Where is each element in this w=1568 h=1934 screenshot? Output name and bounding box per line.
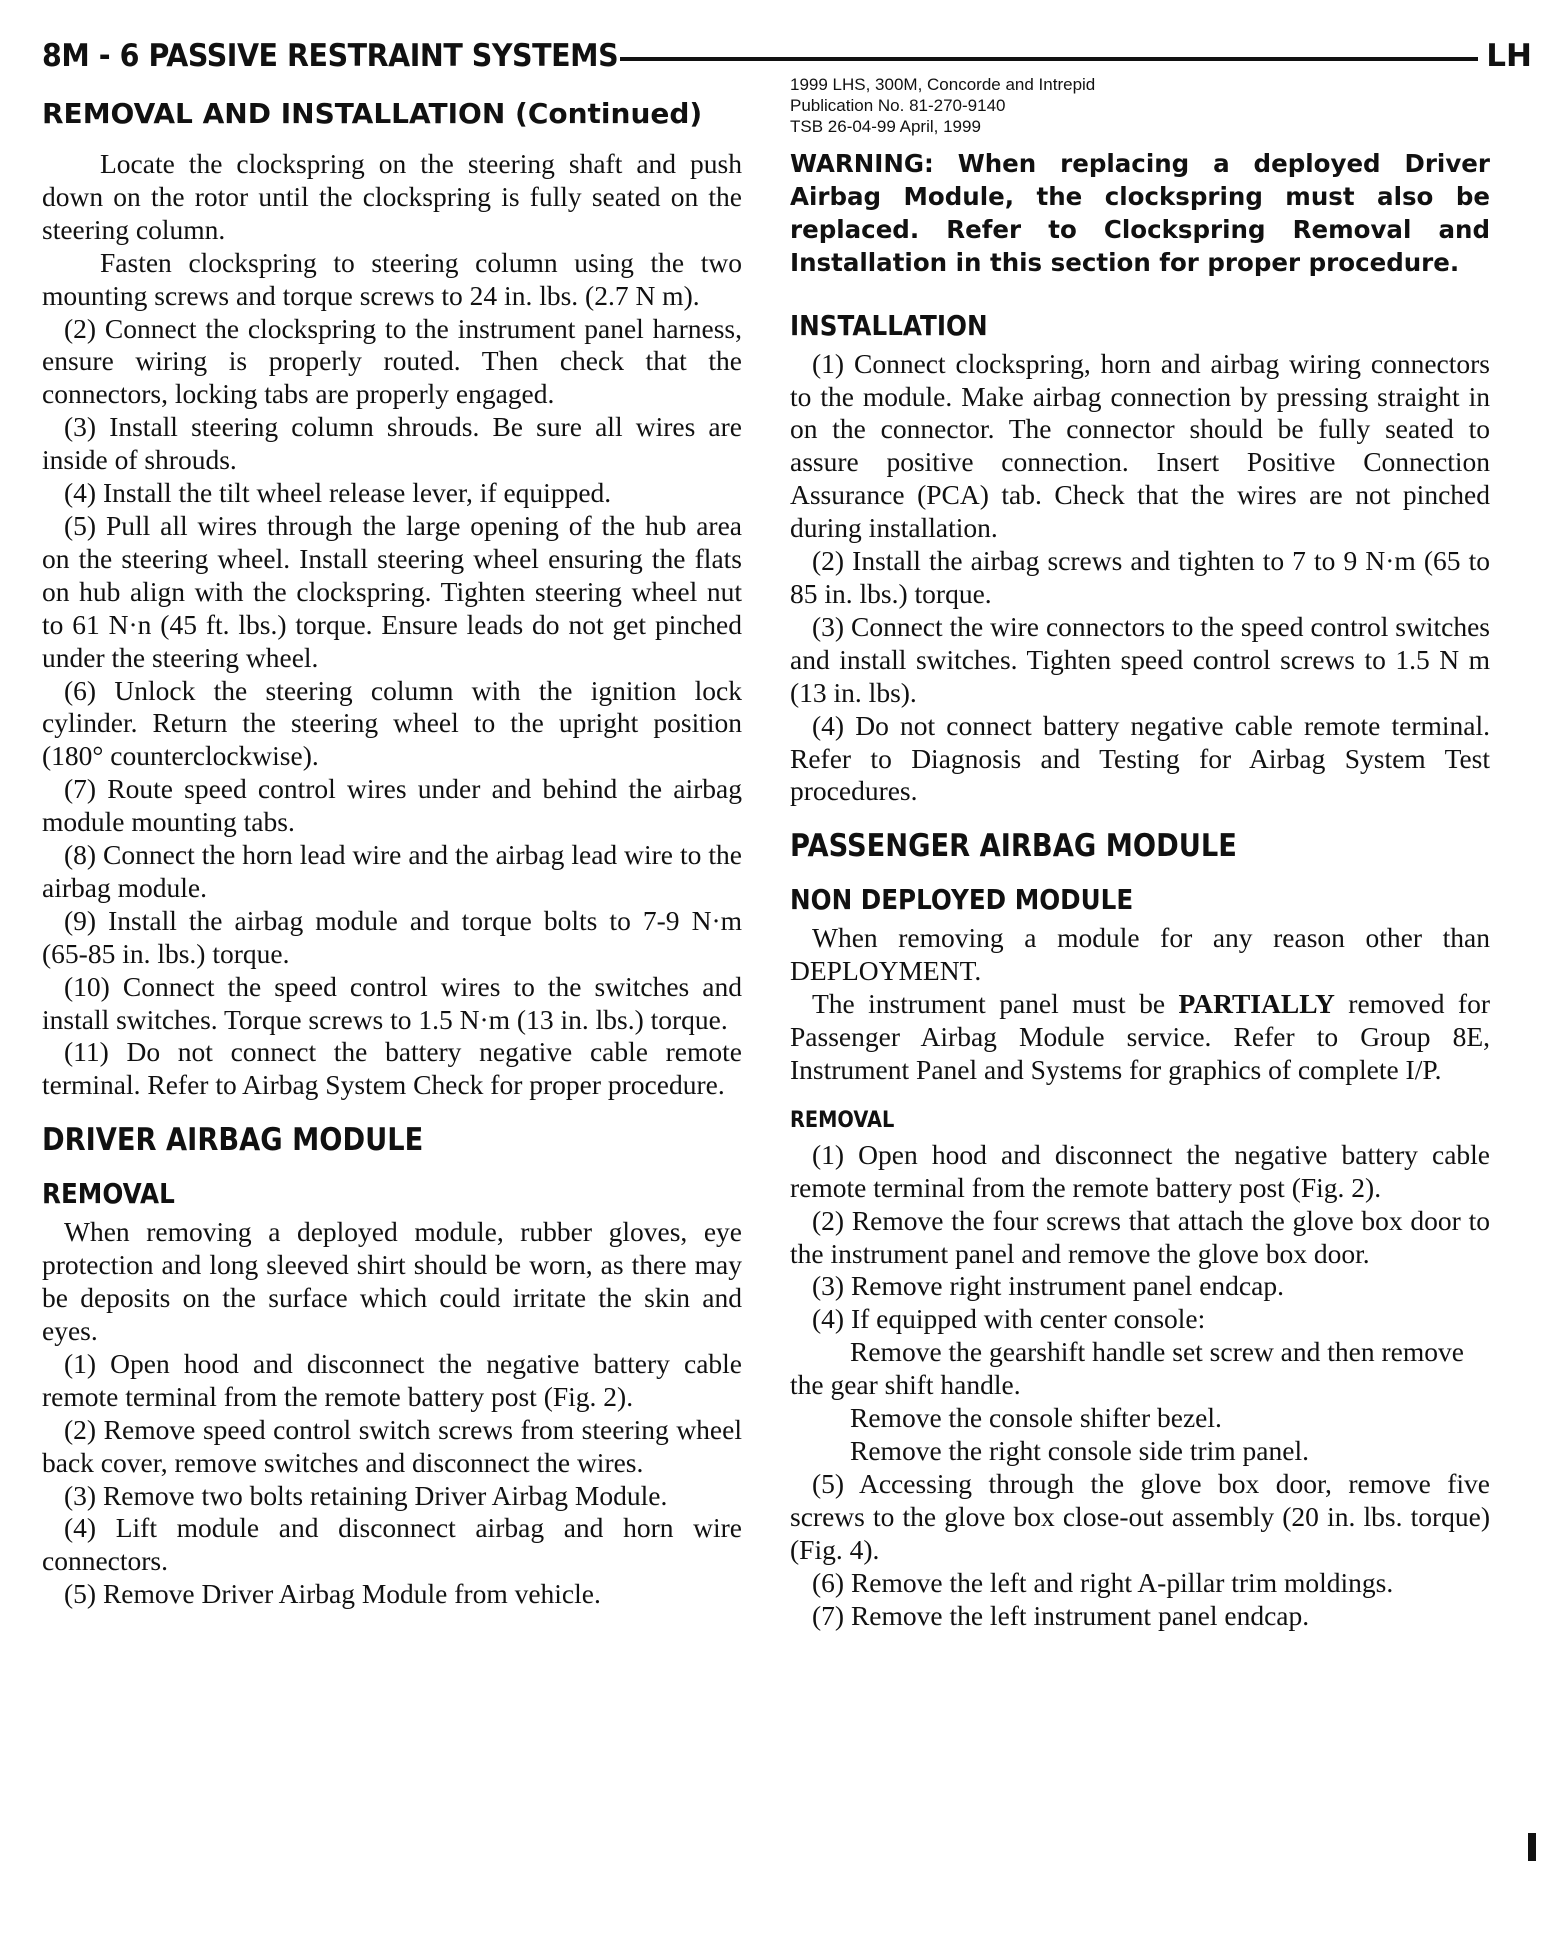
paragraph: Fasten clockspring to steering column using the two mounting screws and torque screws to 24 in. lbs. (2.7 N m).	[42, 246, 742, 311]
warning-text: WARNING: When replacing a deployed Driver Airbag Module, the clockspring must also be replaced. Refer to Clockspring Removal and Installation in this section for proper procedure.	[790, 149, 1490, 277]
paragraph: (1) Connect clockspring, horn and airbag wiring connectors to the module. Make airbag connection by pressing straight in on the connector. The connector should be fully seated to assure positive connection. Insert Positive Connection Assurance (PCA) tab. Check that the wires are not pinched during installation.	[790, 347, 1490, 544]
header-rule	[620, 57, 1478, 61]
paragraph: (2) Remove the four screws that attach the glove box door to the instrument panel and remove the glove box door.	[790, 1204, 1490, 1269]
installation-heading: INSTALLATION	[790, 308, 988, 342]
publication-info	[790, 74, 1095, 137]
paragraph	[790, 988, 1490, 1087]
sub-step: Remove the console shifter bezel.	[850, 1402, 1222, 1434]
paragraph: (10) Connect the speed control wires to the switches and install switches. Torque screws to 1.5 N·m (13 in. lbs.) torque.	[42, 970, 742, 1035]
paragraph: (5) Accessing through the glove box door, remove five screws to the glove box close-out assembly (20 in. lbs. torque) (Fig. 4).	[790, 1467, 1490, 1565]
paragraph: (5) Pull all wires through the large opening of the hub area on the steering wheel. Install steering wheel ensuring the flats on hub align with the clockspring. Tighten steering wheel nut to 61 N·n (45 ft. lbs.) torque. Ensure leads do not get pinched under the steering wheel.	[42, 509, 742, 673]
page-header-title: 8M - 6 PASSIVE RESTRAINT SYSTEMS	[42, 38, 619, 74]
passenger-airbag-heading: PASSENGER AIRBAG MODULE	[790, 828, 1237, 865]
paragraph: When removing a module for any reason other than DEPLOYMENT.	[790, 922, 1490, 987]
paragraph: (7) Route speed control wires under and behind the airbag module mounting tabs.	[42, 773, 742, 838]
paragraph: (4) Lift module and disconnect airbag and horn wire connectors.	[42, 1512, 742, 1577]
removal-heading: REMOVAL	[790, 1107, 895, 1133]
paragraph: (7) Remove the left instrument panel endcap.	[812, 1599, 1310, 1631]
paragraph: (4) If equipped with center console:	[812, 1303, 1206, 1335]
paragraph: (8) Connect the horn lead wire and the airbag lead wire to the airbag module.	[42, 839, 742, 903]
paragraph: (4) Do not connect battery negative cable remote terminal. Refer to Diagnosis and Testing for Airbag System Test procedures.	[790, 709, 1490, 807]
paragraph: (3) Connect the wire connectors to the speed control switches and install switches. Tighten speed control screws to 1.5 N m (13 in. lbs).	[790, 610, 1490, 708]
left-column	[42, 94, 742, 1611]
driver-airbag-heading: DRIVER AIRBAG MODULE	[42, 1122, 424, 1159]
paragraph: (9) Install the airbag module and torque bolts to 7-9 N·m (65-85 in. lbs.) torque.	[42, 904, 742, 969]
paragraph: (2) Install the airbag screws and tighten to 7 to 9 N·m (65 to 85 in. lbs.) torque.	[790, 545, 1490, 609]
sub-step: Remove the right console side trim panel.	[850, 1435, 1309, 1466]
continuation-marker	[1528, 1833, 1536, 1861]
paragraph: (1) Open hood and disconnect the negative battery cable remote terminal from the remote battery post (Fig. 2).	[42, 1347, 742, 1412]
pub-line: 1999 LHS, 300M, Concorde and Intrepid	[790, 75, 1096, 94]
paragraph: (2) Connect the clockspring to the instrument panel harness, ensure wiring is properly routed. Then check that the connectors, locking tabs are properly engaged.	[42, 312, 742, 410]
removal-heading: REMOVAL	[42, 1177, 175, 1211]
paragraph: (4) Install the tilt wheel release lever, if equipped.	[64, 477, 612, 509]
text-run: removed for Passenger Airbag Module service. Refer to Group 8E, Instrument Panel and Systems for graphics of complete I/P.	[790, 988, 1490, 1085]
paragraph: When removing a deployed module, rubber gloves, eye protection and long sleeved shirt should be worn, as there may be deposits on the surface which could irritate the skin and eyes.	[42, 1216, 742, 1346]
emphasis-text: PARTIALLY	[1178, 988, 1335, 1020]
paragraph: (3) Remove right instrument panel endcap.	[812, 1270, 1284, 1302]
paragraph: (3) Install steering column shrouds. Be sure all wires are inside of shrouds.	[42, 411, 742, 476]
section-title: REMOVAL AND INSTALLATION (Continued)	[42, 97, 703, 130]
sub-step: Remove the gearshift handle set screw and then remove the gear shift handle.	[790, 1336, 1464, 1401]
paragraph: (3) Remove two bolts retaining Driver Airbag Module.	[64, 1479, 668, 1511]
pub-line: TSB 26-04-99 April, 1999	[790, 117, 981, 136]
paragraph: (2) Remove speed control switch screws from steering wheel back cover, remove switches and disconnect the wires.	[42, 1413, 742, 1478]
paragraph: Locate the clockspring on the steering shaft and push down on the rotor until the clockspring is fully seated on the steering column.	[42, 148, 742, 245]
paragraph: (1) Open hood and disconnect the negative battery cable remote terminal from the remote battery post (Fig. 2).	[790, 1138, 1490, 1203]
pub-line: Publication No. 81-270-9140	[790, 96, 1006, 115]
paragraph: (11) Do not connect the battery negative cable remote terminal. Refer to Airbag System Check for proper procedure.	[42, 1036, 742, 1101]
right-column	[790, 148, 1490, 1632]
text-run: The instrument panel must be	[812, 988, 1179, 1020]
paragraph: (6) Unlock the steering column with the ignition lock cylinder. Return the steering wheel to the upright position (180° counterclockwise).	[42, 674, 742, 772]
paragraph: (5) Remove Driver Airbag Module from vehicle.	[64, 1578, 601, 1610]
paragraph: (6) Remove the left and right A-pillar trim moldings.	[812, 1566, 1394, 1598]
page-header-section: LH	[1486, 38, 1532, 74]
non-deployed-heading: NON DEPLOYED MODULE	[790, 883, 1134, 917]
